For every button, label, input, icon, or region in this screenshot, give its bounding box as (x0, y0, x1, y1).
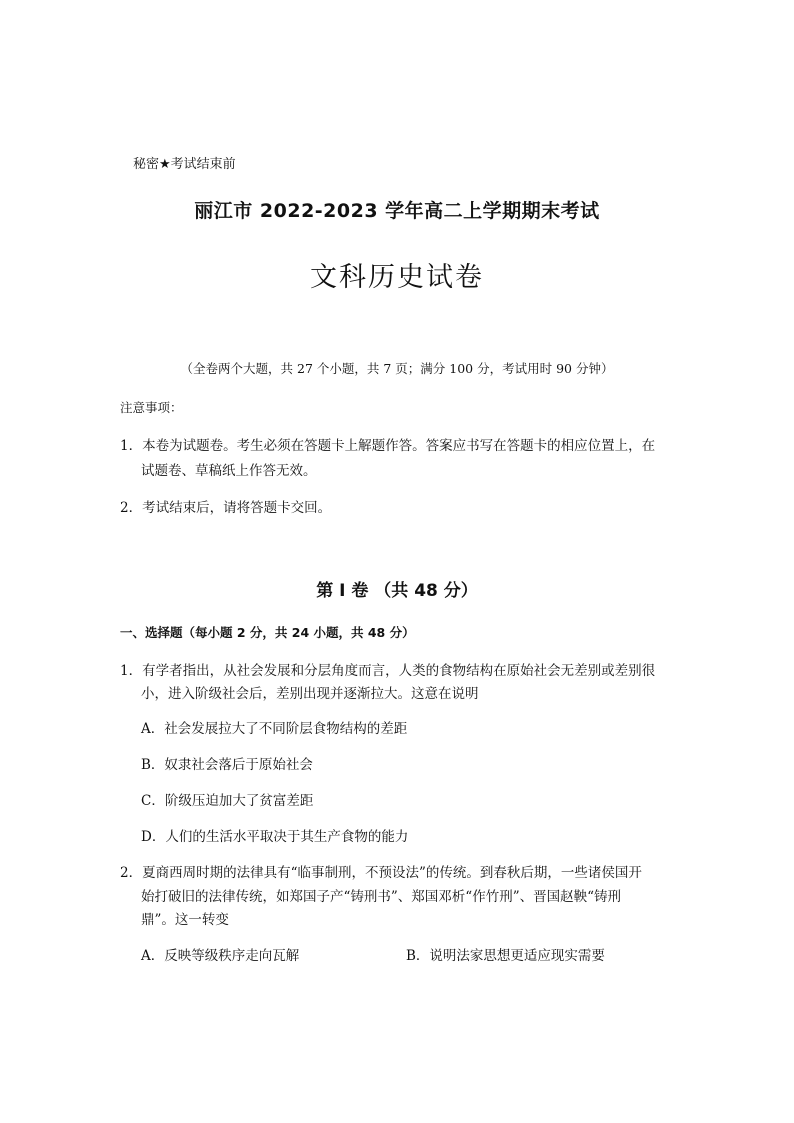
question-1-option-c: C．阶级压迫加大了贫富差距 (141, 793, 314, 809)
question-2-line-1: 2．夏商西周时期的法律具有“临事制刑，不预设法”的传统。到春秋后期，一些诸侯国开 (120, 865, 642, 881)
question-2-option-a: A．反映等级秩序走向瓦解 (141, 948, 300, 964)
exam-title: 丽江市 2022-2023 学年高二上学期期末考试 (194, 200, 600, 222)
part-1-title: 第 I 卷 （共 48 分） (316, 581, 478, 601)
notice-item-1-line-2: 试题卷、草稿纸上作答无效。 (141, 463, 317, 479)
question-2-line-2: 始打破旧的法律传统，如郑国子产“铸刑书”、郑国邓析“作竹刑”、晋国赵鞅“铸刑 (141, 889, 622, 905)
notice-heading: 注意事项： (120, 400, 183, 415)
subject-title: 文科历史试卷 (310, 262, 484, 293)
question-1-option-b: B．奴隶社会落后于原始社会 (141, 757, 313, 773)
question-2-option-b: B．说明法家思想更适应现实需要 (406, 948, 605, 964)
notice-item-2: 2．考试结束后，请将答题卡交回。 (120, 500, 332, 516)
question-2-line-3: 鼎”。这一转变 (141, 912, 229, 928)
section-heading: 一、选择题（每小题 2 分，共 24 小题，共 48 分） (120, 625, 415, 640)
confidential-mark: 秘密★考试结束前 (133, 157, 236, 172)
exam-info: （全卷两个大题，共 27 个小题，共 7 页；满分 100 分，考试用时 90 分钟） (180, 361, 614, 376)
question-1-option-d: D．人们的生活水平取决于其生产食物的能力 (141, 829, 409, 845)
notice-item-1-line-1: 1．本卷为试题卷。考生必须在答题卡上解题作答。答案应书写在答题卡的相应位置上，在 (120, 438, 656, 454)
question-1-option-a: A．社会发展拉大了不同阶层食物结构的差距 (141, 721, 408, 737)
question-1-line-1: 1．有学者指出，从社会发展和分层角度而言，人类的食物结构在原始社会无差别或差别很 (120, 663, 656, 679)
question-1-line-2: 小，进入阶级社会后，差别出现并逐渐拉大。这意在说明 (141, 686, 479, 702)
